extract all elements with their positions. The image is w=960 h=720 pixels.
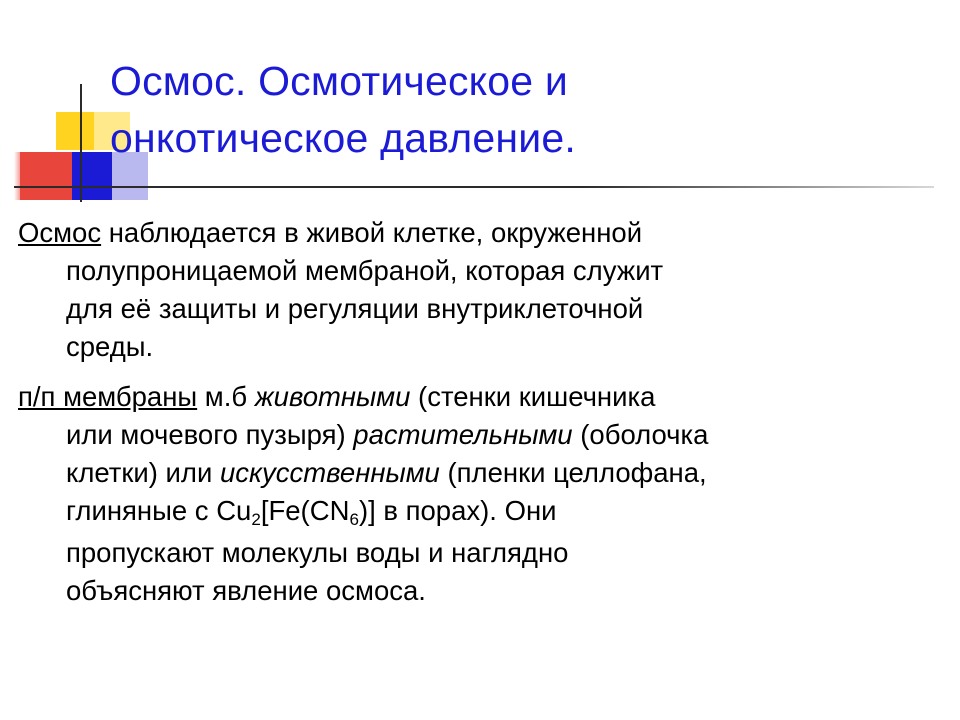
paragraph2-line2-a: или мочевого пузыря) (66, 419, 354, 450)
paragraph2-line2-b: (оболочка (572, 419, 709, 450)
paragraph-membranes (18, 378, 942, 610)
paragraph2-line4-a: глиняные с Cu (66, 495, 252, 526)
paragraph1-lead: Осмос (18, 217, 102, 248)
paragraph1-line3: для её защиты и регуляции внутриклеточной (66, 293, 644, 324)
paragraph1-line1-rest: наблюдается в живой клетке, окруженной (101, 217, 643, 248)
title-line-2: онкотическое давление. (110, 115, 576, 162)
paragraph2-italic-animal: животными (254, 381, 411, 412)
paragraph-osmosis (18, 214, 942, 366)
paragraph1-line2: полупроницаемой мембраной, которая служит (66, 255, 664, 286)
paragraph2-line6: объясняют явление осмоса. (66, 575, 426, 606)
paragraph2-italic-plant: растительными (353, 419, 573, 450)
paragraph2-line4-c: )] в порах). Они (358, 495, 557, 526)
body-area (18, 214, 942, 618)
title-area (0, 26, 960, 196)
title-line-1: Осмос. Осмотическое и (110, 58, 568, 105)
paragraph2-line4-b: [Fe(CN (260, 495, 350, 526)
paragraph2-lead: п/п мембраны (18, 381, 198, 412)
formula-subscript-6: 6 (349, 510, 359, 529)
paragraph2-line3 (18, 454, 942, 492)
yellow-square (56, 112, 94, 150)
blue-square (72, 152, 112, 200)
vertical-rule (80, 84, 82, 202)
paragraph2-line4 (18, 492, 942, 534)
paragraph1-line4: среды. (66, 331, 154, 362)
paragraph2-line5: пропускают молекулы воды и наглядно (66, 537, 569, 568)
page-title (110, 53, 930, 167)
paragraph2-line3-a: клетки) или (66, 457, 220, 488)
paragraph2-line2 (18, 416, 942, 454)
red-square (20, 152, 72, 200)
horizontal-rule (14, 186, 934, 188)
paragraph2-italic-artificial: искусственными (219, 457, 440, 488)
paragraph2-rest1: (стенки кишечника (410, 381, 656, 412)
formula-subscript-2: 2 (251, 510, 261, 529)
paragraph2-after-lead: м.б (197, 381, 255, 412)
paragraph2-line3-b: (пленки целлофана, (439, 457, 707, 488)
